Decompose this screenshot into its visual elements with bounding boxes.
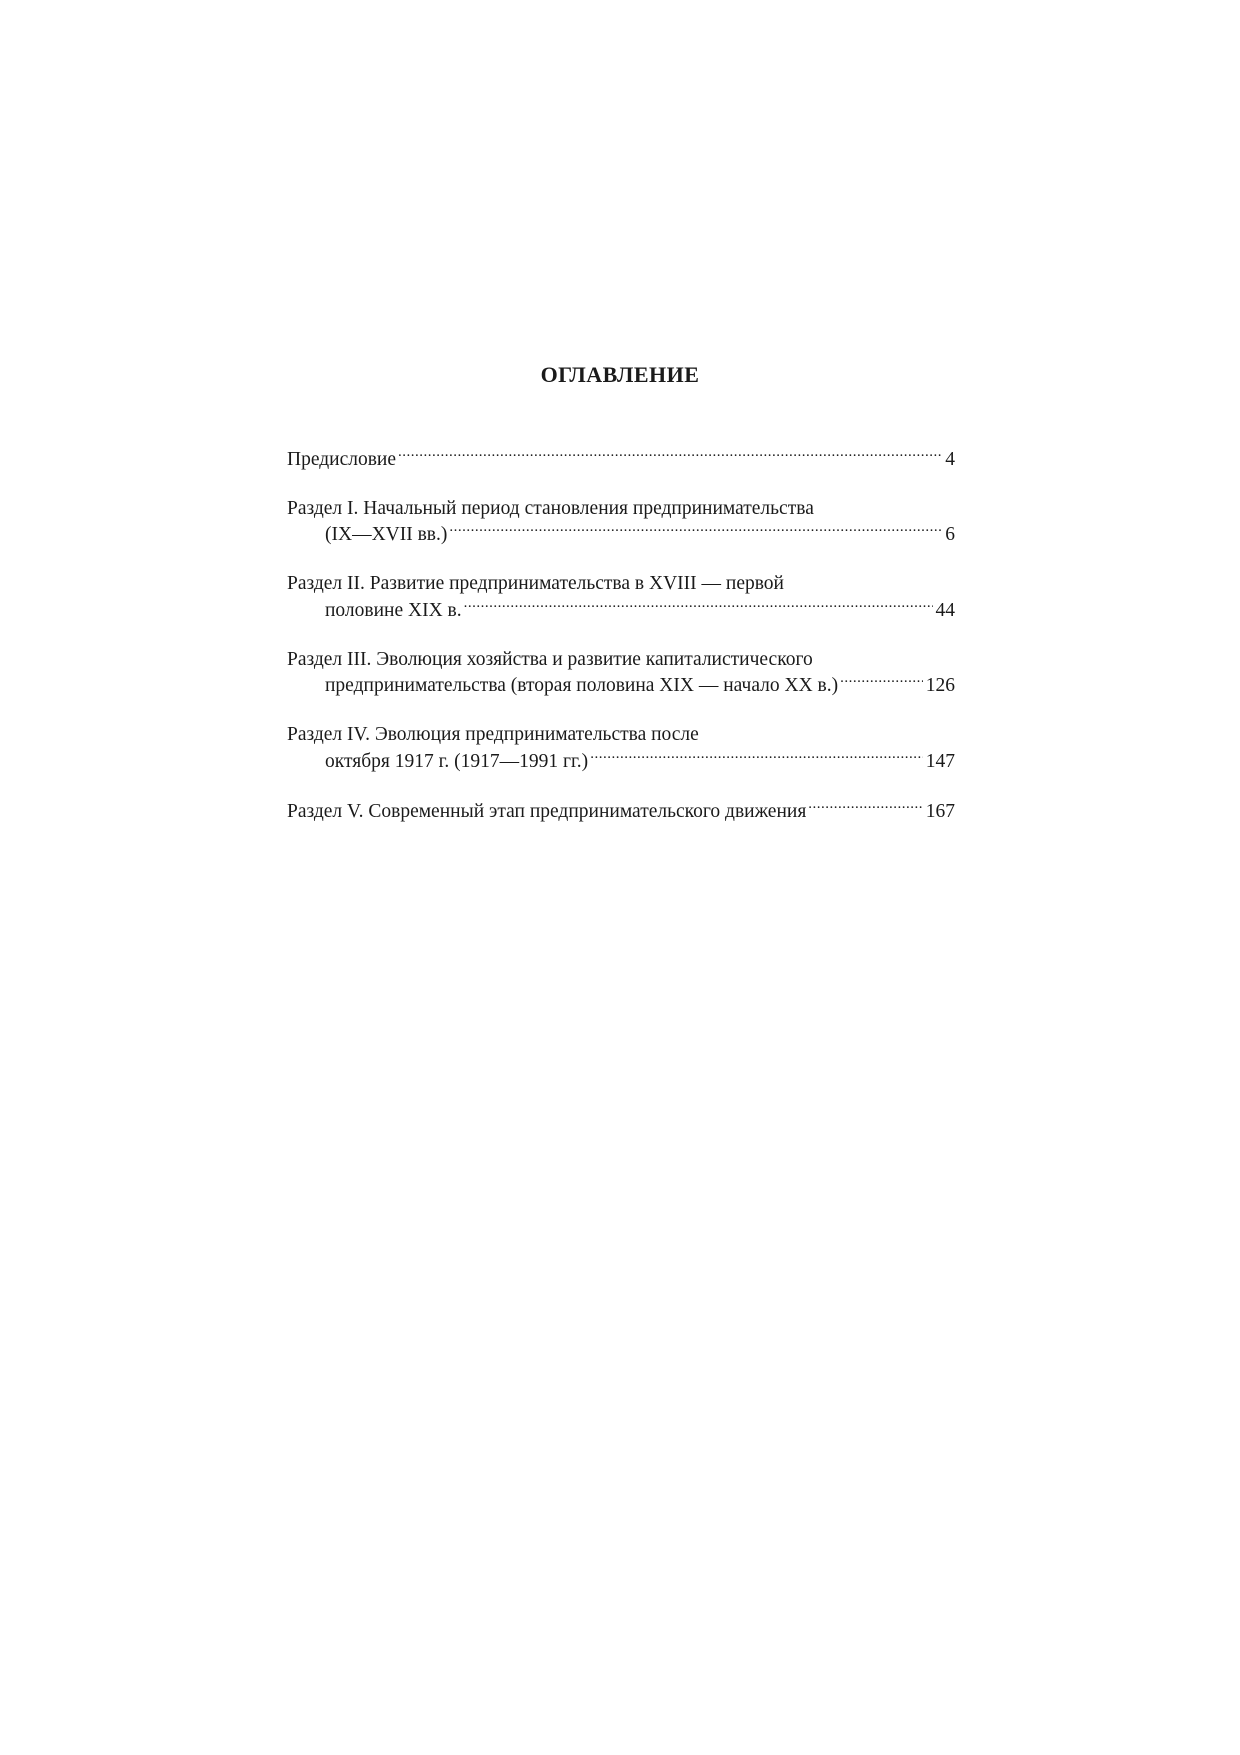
toc-entry-section-1[interactable] bbox=[287, 496, 955, 548]
dot-leader bbox=[449, 521, 942, 541]
dot-leader bbox=[808, 798, 922, 818]
dot-leader bbox=[840, 672, 923, 692]
toc-line-continuation bbox=[287, 672, 955, 699]
toc-entry-title-continuation: октября 1917 г. (1917—1991 гг.) bbox=[325, 750, 589, 772]
dot-leader bbox=[398, 445, 942, 465]
toc-entry-title: Раздел IV. Эволюция предпринимательства после bbox=[287, 724, 699, 745]
toc-entry-title: Предисловие bbox=[287, 448, 397, 470]
toc-line bbox=[287, 496, 955, 521]
toc-entry-title-continuation: (IX—XVII вв.) bbox=[325, 524, 448, 545]
page-title: ОГЛАВЛЕНИЕ bbox=[540, 362, 700, 387]
toc-line-continuation bbox=[287, 747, 955, 774]
toc-entry-section-3[interactable] bbox=[287, 647, 955, 699]
toc-page-number: 4 bbox=[945, 448, 955, 470]
toc-entry-title-continuation: половине XIX в. bbox=[325, 599, 462, 621]
dot-leader bbox=[590, 747, 923, 767]
toc-page-number: 6 bbox=[945, 524, 955, 545]
toc-line-continuation bbox=[287, 596, 955, 623]
toc-entry-section-2[interactable] bbox=[287, 571, 955, 623]
toc-page-number: 44 bbox=[935, 599, 955, 621]
toc-entry-title-continuation: предпринимательства (вторая половина XIX — начало XX в.) bbox=[325, 675, 839, 696]
toc-line bbox=[287, 445, 955, 472]
toc-page-number: 126 bbox=[925, 675, 955, 696]
toc-entry-section-5[interactable] bbox=[287, 798, 955, 825]
toc-entry-title: Раздел III. Эволюция хозяйства и развитие капиталистического bbox=[287, 648, 813, 670]
toc-line bbox=[287, 571, 955, 596]
toc-entry-title: Раздел I. Начальный период становления предпринимательства bbox=[287, 497, 814, 519]
toc-entry-preface[interactable] bbox=[287, 445, 955, 472]
toc-line bbox=[287, 647, 955, 672]
toc-line-continuation bbox=[287, 521, 955, 548]
toc-entry-section-4[interactable] bbox=[287, 722, 955, 774]
toc-entry-title: Раздел II. Развитие предпринимательства в XVIII — первой bbox=[287, 573, 784, 594]
toc-entry-title: Раздел V. Современный этап предпринимательского движения bbox=[287, 801, 807, 822]
table-of-contents bbox=[287, 445, 955, 824]
dot-leader bbox=[464, 596, 933, 616]
toc-line bbox=[287, 798, 955, 825]
toc-line bbox=[287, 722, 955, 747]
toc-page-number: 167 bbox=[925, 801, 955, 822]
toc-page-number: 147 bbox=[925, 750, 955, 772]
